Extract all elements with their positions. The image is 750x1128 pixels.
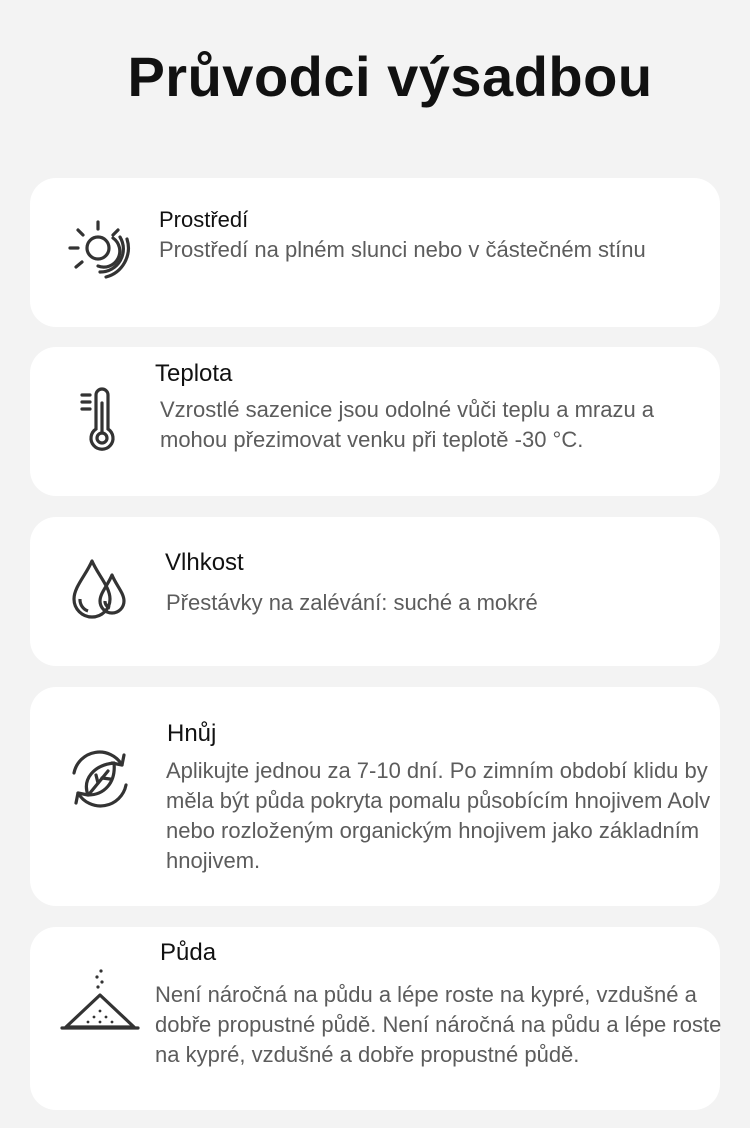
card-environment [30, 178, 720, 327]
water-drops-icon [68, 553, 148, 633]
card-humidity [30, 517, 720, 666]
card-soil [30, 927, 720, 1110]
card-text: Není náročná na půdu a lépe roste na kypré, vzdušné a dobře propustné půdě. Není náročná na půdu a lépe roste na kypré, vzdušné a dobře propustné půdě. [155, 982, 722, 1067]
card-text: Vzrostlé sazenice jsou odolné vůči teplu a mrazu a mohou přezimovat venku při teplotě -30 °C. [160, 397, 655, 452]
card-title: Vlhkost [165, 549, 244, 576]
soil-pile-icon [60, 965, 140, 1045]
card-text: Aplikujte jednou za 7-10 dní. Po zimním období klidu by měla být půda pokryta pomalu působícím hnojivem Aolv nebo rozloženým organickým hnojivem jako základním hnojivem. [166, 758, 711, 873]
card-text: Prostředí na plném slunci nebo v částečném stínu [159, 237, 646, 262]
card-title: Prostředí [159, 207, 249, 232]
leaf-recycle-icon [60, 739, 140, 819]
card-title: Teplota [155, 360, 233, 387]
thermometer-icon [64, 381, 144, 461]
sun-icon [64, 212, 144, 292]
card-text: Přestávky na zalévání: suché a mokré [166, 590, 538, 615]
card-fertilizer [30, 687, 720, 906]
card-temperature [30, 347, 720, 496]
card-title: Hnůj [167, 720, 217, 747]
page-title: Průvodci výsadbou [127, 45, 653, 108]
card-title: Půda [160, 939, 217, 966]
